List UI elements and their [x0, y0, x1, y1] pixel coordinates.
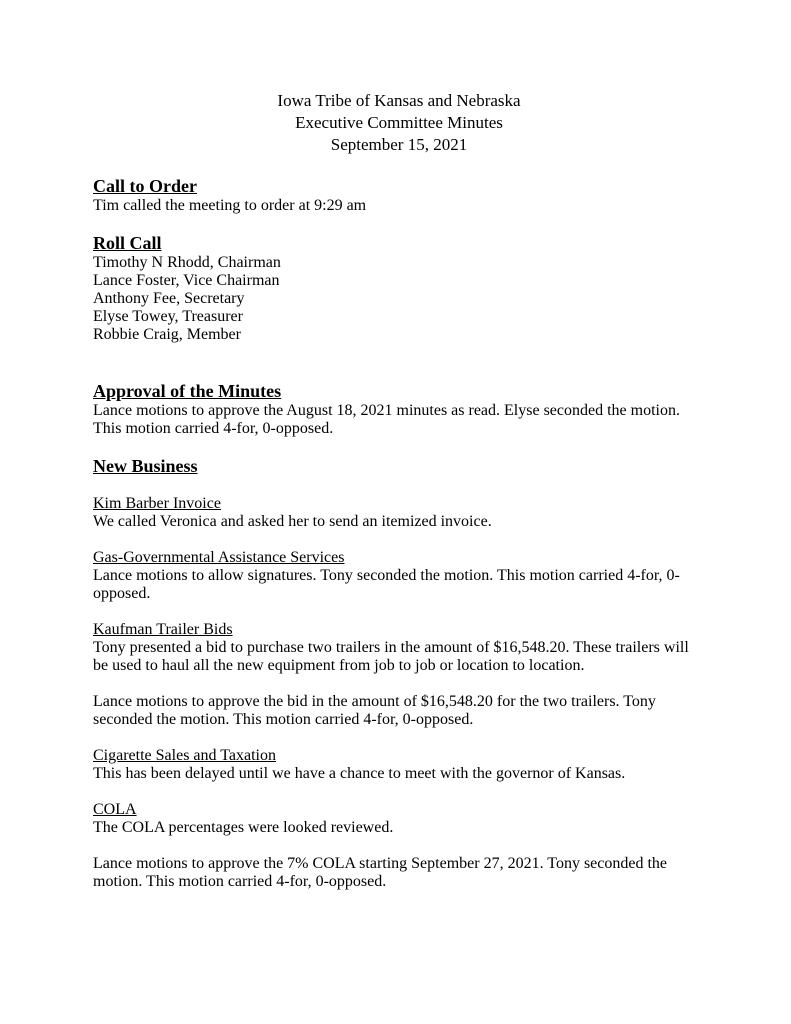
- gas-governmental-text: Lance motions to allow signatures. Tony seconded the motion. This motion carried 4-for, 0-opposed.: [93, 567, 680, 602]
- roll-call-member: Lance Foster, Vice Chairman: [93, 272, 280, 289]
- org-title: Iowa Tribe of Kansas and Nebraska: [277, 91, 521, 110]
- heading-kaufman-trailer-bids: Kaufman Trailer Bids: [93, 621, 233, 638]
- doc-title: Executive Committee Minutes: [295, 113, 503, 132]
- section-gas-governmental: [93, 549, 705, 603]
- section-kaufman-trailer-bids: [93, 621, 705, 729]
- roll-call-member: Anthony Fee, Secretary: [93, 290, 245, 307]
- section-cola: [93, 801, 705, 891]
- heading-new-business: New Business: [93, 456, 198, 476]
- cola-text-2: Lance motions to approve the 7% COLA starting September 27, 2021. Tony seconded the motion. This motion carried 4-for, 0-opposed.: [93, 855, 668, 890]
- section-call-to-order: [93, 176, 705, 215]
- kaufman-trailer-bids-text-1: Tony presented a bid to purchase two trailers in the amount of $16,548.20. These trailers will be used to haul all the new equipment from job to job or location to location.: [93, 639, 689, 674]
- roll-call-member: Timothy N Rhodd, Chairman: [93, 254, 281, 271]
- section-kim-barber-invoice: [93, 495, 705, 531]
- heading-cigarette-sales: Cigarette Sales and Taxation: [93, 747, 276, 764]
- heading-call-to-order: Call to Order: [93, 176, 197, 196]
- kim-barber-invoice-text: We called Veronica and asked her to send an itemized invoice.: [93, 513, 492, 530]
- approval-of-minutes-text: Lance motions to approve the August 18, 2021 minutes as read. Elyse seconded the motion. This motion carried 4-for, 0-opposed.: [93, 402, 680, 437]
- cola-text-1: The COLA percentages were looked reviewed.: [93, 819, 394, 836]
- heading-approval-of-minutes: Approval of the Minutes: [93, 381, 282, 401]
- call-to-order-text: Tim called the meeting to order at 9:29 am: [93, 197, 367, 214]
- heading-roll-call: Roll Call: [93, 233, 162, 253]
- document-header: [93, 90, 705, 156]
- section-roll-call: [93, 233, 705, 344]
- heading-gas-governmental: Gas-Governmental Assistance Services: [93, 549, 345, 566]
- heading-kim-barber-invoice: Kim Barber Invoice: [93, 495, 221, 512]
- cigarette-sales-text: This has been delayed until we have a chance to meet with the governor of Kansas.: [93, 765, 626, 782]
- roll-call-member: Robbie Craig, Member: [93, 326, 241, 343]
- doc-date: September 15, 2021: [330, 135, 468, 154]
- heading-cola: COLA: [93, 801, 137, 818]
- section-approval-of-minutes: [93, 381, 705, 438]
- section-cigarette-sales: [93, 747, 705, 783]
- section-new-business: [93, 456, 705, 477]
- kaufman-trailer-bids-text-2: Lance motions to approve the bid in the amount of $16,548.20 for the two trailers. Tony seconded the motion. This motion carried 4-for, 0-opposed.: [93, 693, 656, 728]
- roll-call-member: Elyse Towey, Treasurer: [93, 308, 243, 325]
